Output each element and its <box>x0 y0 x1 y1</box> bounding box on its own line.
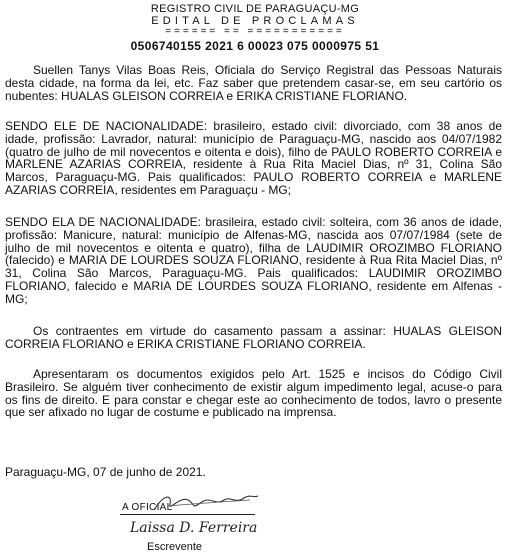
signature-line <box>120 514 255 515</box>
signature-block <box>120 488 380 558</box>
place-and-date: Paraguaçu-MG, 07 de junho de 2021. <box>5 465 206 479</box>
signatory-title: Escrevente <box>147 541 203 553</box>
intro-paragraph: Suellen Tanys Vilas Boas Reis, Oficiala do Serviço Registral das Pessoas Naturais desta cidade, na forma da lei, etc. Faz saber que pretendem casar-se, em seu cartório os nubentes: HUALAS GLEISON CORREIA e ERIKA CRISTIANE FLORIANO. <box>5 63 502 103</box>
bride-paragraph: SENDO ELA DE NACIONALIDADE: brasileira, estado civil: solteira, com 36 anos de idade, profissão: Manicure, natural: município de Alfenas-MG, nascida aos 07/07/1984 (sete de julho de mil novecentos e oitenta e quatro), filha de LAUDIMIR OROZIMBO FLORIANO (falecido) e MARIA DE LOURDES SOUZA FLORIANO, residente à Rua Rita Maciel Dias, nº 31, Colina São Marcos, Paraguaçu-MG. Pais qualificados: LAUDIMIR OROZIMBO FLORIANO, falecido e MARIA DE LOURDES SOUZA FLORIANO, residente em Alfenas - MG; <box>5 215 502 306</box>
groom-paragraph: SENDO ELE DE NACIONALIDADE: brasileiro, estado civil: divorciado, com 38 anos de idade, profissão: Lavrador, natural: município de Paraguaçu-MG, nascido aos 04/07/1982 (quatro de julho de mil novecentos e oitenta e dois), filho de PAULO ROBERTO CORREIA e MARLENE AZARIAS CORREIA, residente à Rua Rita Maciel Dias, nº 31, Colina São Marcos, Paraguaçu-MG. Pais qualificados: PAULO ROBERTO CORREIA e MARLENE AZARIAS CORREIA, residentes em Paraguaçu - MG; <box>5 119 502 197</box>
signature-role: A OFICIAL <box>122 502 173 513</box>
closing-paragraph: Apresentaram os documentos exigidos pelo Art. 1525 e incisos do Código Civil Brasileiro. Se alguém tiver conhecimento de existir algum impedimento legal, acuse-o para os fins de direito. E para constar e chegar este ao conhecimento de todos, lavro o presente que ser afixado no lugar de costume e publicado na imprensa. <box>5 367 502 420</box>
signing-paragraph: Os contraentes em virtude do casamento passam a assinar: HUALAS GLEISON CORREIA FLORIANO e ERIKA CRISTIANE FLORIANO CORREIA. <box>5 324 502 351</box>
signatory-name: Laissa D. Ferreira <box>130 520 258 536</box>
registry-office-name: REGISTRO CIVIL DE PARAGUAÇU-MG <box>150 3 360 15</box>
document-title: EDITAL DE PROCLAMAS <box>151 15 359 27</box>
title-underline: ====== == =========== <box>165 26 345 37</box>
protocol-number: 0506740155 2021 6 00023 075 0000975 51 <box>130 39 380 53</box>
